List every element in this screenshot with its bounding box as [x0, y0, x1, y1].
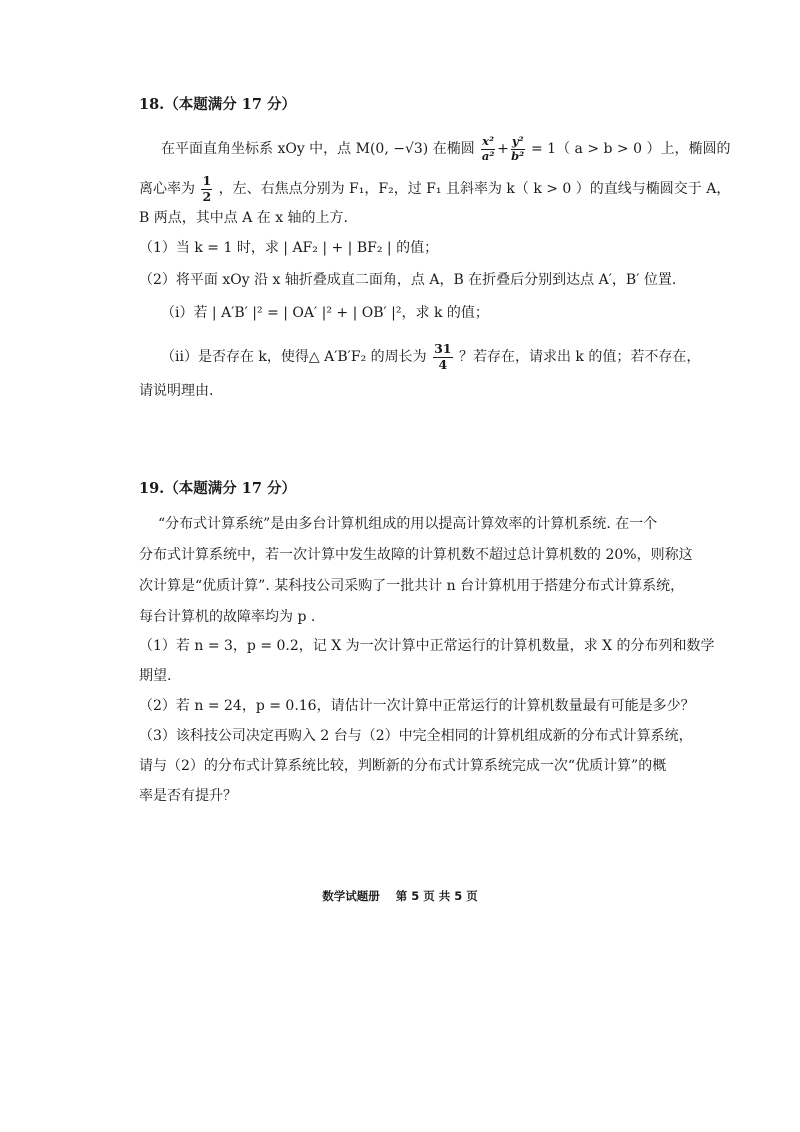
q19-part3: （3）该科技公司决定再购入 2 台与（2）中完全相同的计算机组成新的分布式计算系统，: [139, 728, 693, 744]
q19-part1-cont: 期望.: [139, 668, 172, 684]
q18-line1-text-b: = 1（ a > b > 0 ）上，椭圆的: [531, 141, 731, 157]
eccentricity-denominator: 2: [202, 188, 212, 204]
eccentricity-fraction: [201, 175, 212, 203]
ellipse-x-numerator: x²: [482, 134, 495, 148]
q18-line3: B 两点，其中点 A 在 x 轴的上方.: [139, 210, 348, 226]
q19-header: 19.（本题满分 17 分）: [139, 480, 297, 497]
q18-line1: [161, 136, 730, 162]
page-footer: [0, 888, 800, 904]
q18-part1: （1）当 k = 1 时，求 | AF₂ | + | BF₂ | 的值；: [139, 240, 439, 256]
q19-part3-cont2: 率是否有提升？: [139, 788, 237, 804]
q19-part3-cont1: 请与（2）的分布式计算系统比较，判断新的分布式计算系统完成一次“优质计算”的概: [139, 758, 667, 774]
q19-part2: （2）若 n = 24，p = 0.16，请估计一次计算中正常运行的计算机数量最有可能是多少？: [139, 698, 695, 714]
perimeter-fraction: [433, 343, 452, 371]
ellipse-y-denominator: b²: [511, 148, 525, 163]
q18-line2-text-a: 离心率为: [139, 181, 195, 197]
q19-line2: 分布式计算系统中，若一次计算中发生故障的计算机数不超过总计算机数的 20%，则称这: [139, 547, 693, 563]
ellipse-y-fraction: [511, 136, 525, 162]
q18-header: 18.（本题满分 17 分）: [139, 96, 297, 113]
q18-part2: （2）将平面 xOy 沿 x 轴折叠成直二面角，点 A，B 在折叠后分别到达点 A′，B′ 位置.: [139, 272, 677, 288]
ellipse-x-denominator: a²: [481, 148, 495, 163]
perimeter-numerator: 31: [434, 341, 452, 356]
q18-line1-text-a: 在平面直角坐标系 xOy 中，点 M(0, −√3) 在椭圆: [161, 141, 475, 157]
q18-part2-i: （ⅰ）若 | A′B′ |² = | OA′ |² + | OB′ |²，求 k 的值；: [161, 305, 489, 321]
q18-part2-ii-text-b: ？若存在，请求出 k 的值；若不存在，: [458, 349, 701, 365]
q18-line2: [139, 175, 730, 203]
q19-part1: （1）若 n = 3，p = 0.2，记 X 为一次计算中正常运行的计算机数量，求 X 的分布列和数学: [139, 638, 715, 654]
q19-line1: “分布式计算系统”是由多台计算机组成的用以提高计算效率的计算机系统. 在一个: [158, 516, 658, 532]
q18-line2-text-b: ，左、右焦点分别为 F₁，F₂，过 F₁ 且斜率为 k（ k > 0 ）的直线与椭圆交于 A，: [218, 181, 731, 197]
ellipse-y-numerator: y²: [511, 134, 524, 148]
q19-line4: 每台计算机的故障率均为 p .: [139, 609, 316, 625]
q18-part2-ii-cont: 请说明理由.: [139, 383, 214, 399]
plus-sign: +: [497, 141, 509, 157]
ellipse-x-fraction: [481, 136, 495, 162]
footer-subject: 数学试题册: [322, 889, 380, 903]
eccentricity-numerator: 1: [202, 173, 212, 188]
q19-line3: 次计算是“优质计算”. 某科技公司采购了一批共计 n 台计算机用于搭建分布式计算系统，: [139, 578, 685, 594]
perimeter-denominator: 4: [438, 356, 448, 372]
footer-page-number: 第 5 页 共 5 页: [395, 889, 478, 903]
q18-part2-ii: [161, 343, 700, 371]
q18-part2-ii-text-a: （ⅱ）是否存在 k，使得△ A′B′F₂ 的周长为: [161, 349, 427, 365]
